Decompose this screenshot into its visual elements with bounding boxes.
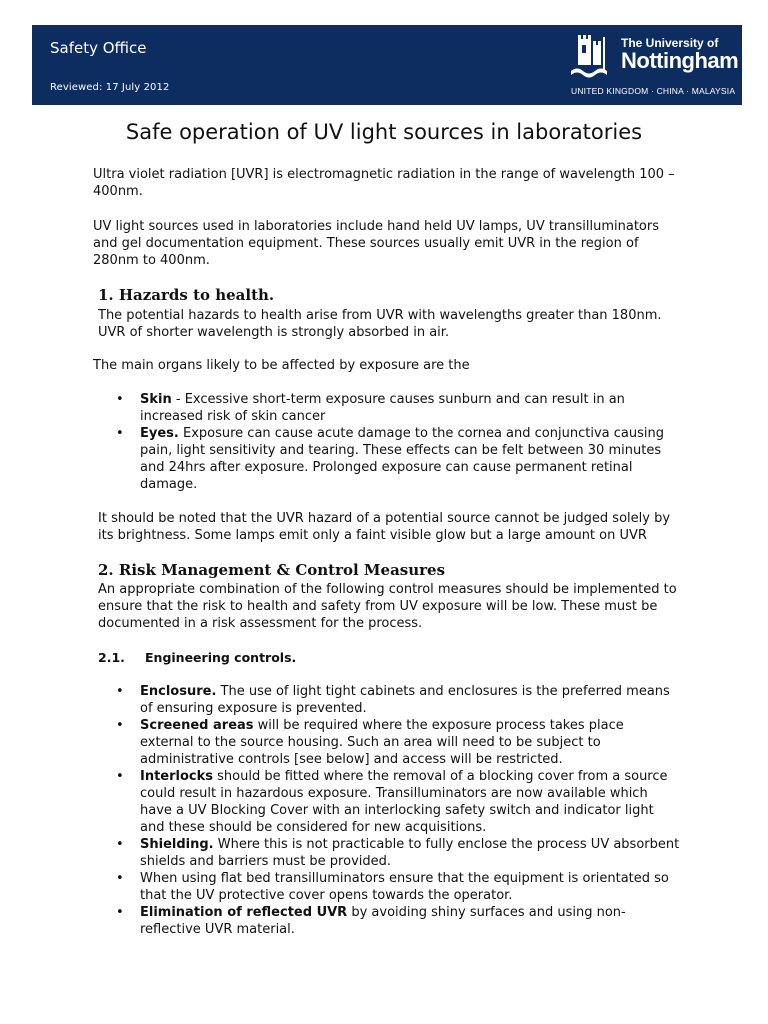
logo-university-of: The University of [621,36,719,50]
engineering-controls-list [116,683,680,938]
header-banner [32,25,742,105]
list-item [116,904,680,938]
list-item-bold: Skin [140,392,172,407]
office-name: Safety Office [50,39,147,57]
hazard-list [116,391,665,493]
bullet-dot-icon: • [116,837,124,852]
list-item-bold: Screened areas [140,718,254,733]
list-item-bold: Shielding. [140,837,214,852]
bullet-dot-icon: • [116,426,124,441]
section-1-paragraph-2: The main organs likely to be affected by exposure are the [93,358,470,373]
list-item [116,425,665,493]
logo-campuses: UNITED KINGDOM · CHINA · MALAYSIA [571,86,736,96]
bullet-dot-icon: • [116,871,124,886]
reviewed-date: Reviewed: 17 July 2012 [50,82,170,93]
list-item [116,717,680,768]
list-item-bold: Elimination of reflected UVR [140,905,348,920]
castle-tower-icon [569,31,615,79]
bullet-dot-icon: • [116,905,124,920]
section-1-paragraph-3: It should be noted that the UVR hazard of a potential source cannot be judged solely by its brightness. Some lamps emit only a faint visible glow but a large amount on UVR [98,511,671,543]
bullet-dot-icon: • [116,392,124,407]
section-1-heading: 1. Hazards to health. [98,286,275,304]
section-1-paragraph-1: The potential hazards to health arise from UVR with wavelengths greater than 180nm. UVR of shorter wavelength is strongly absorbed in air. [98,308,662,340]
intro-paragraph-2: UV light sources used in laboratories include hand held UV lamps, UV transilluminators and gel documentation equipment. These sources usually emit UVR in the region of 280nm to 400nm. [93,219,659,268]
list-item [116,870,680,904]
section-2-paragraph-1: An appropriate combination of the following control measures should be implemented to ensure that the risk to health and safety from UV exposure will be low. These must be documented in a risk assessment for the process. [98,582,677,631]
list-item [116,683,680,717]
logo-nottingham: Nottingham [621,48,739,73]
list-item-bold: Interlocks [140,769,214,784]
list-item-text: The use of light tight cabinets and enclosures is the preferred means of ensuring exposure is prevented. [140,684,670,716]
list-item-bold: Enclosure. [140,684,217,699]
list-item-text: When using flat bed transilluminators ensure that the equipment is orientated so that the UV protective cover opens towards the operator. [140,871,669,903]
list-item [116,768,680,836]
list-item-text: Exposure can cause acute damage to the cornea and conjunctiva causing pain, light sensitivity and tearing. These effects can be felt between 30 minutes and 24hrs after exposure. Prolonged exposure can cause permanent retinal damage. [140,426,664,492]
bullet-dot-icon: • [116,718,124,733]
page-title: Safe operation of UV light sources in laboratories [125,120,643,144]
list-item-text: will be required where the exposure process takes place external to the source housing. Such an area will need to be subject to administrative controls [see below] and access will be restricted. [140,718,624,767]
bullet-dot-icon: • [116,684,124,699]
bullet-dot-icon: • [116,769,124,784]
list-item [116,836,680,870]
list-item-text: should be fitted where the removal of a blocking cover from a source could result in hazardous exposure. Transilluminators are now available which have a UV Blocking Cover with an interlocking safety switch and indicator light and these should be considered for new acquisitions. [140,769,668,835]
list-item [116,391,665,425]
list-item-text: Where this is not practicable to fully enclose the process UV absorbent shields and barriers must be provided. [140,837,680,869]
intro-paragraph-1: Ultra violet radiation [UVR] is electromagnetic radiation in the range of wavelength 100 – 400nm. [93,167,675,199]
list-item-bold: Eyes. [140,426,179,441]
list-item-text: by avoiding shiny surfaces and using non-reflective UVR material. [140,905,626,937]
subsection-heading: Engineering controls. [145,650,297,665]
section-2-heading: 2. Risk Management & Control Measures [98,561,446,579]
list-item-text: - Excessive short-term exposure causes sunburn and can result in an increased risk of skin cancer [140,392,625,424]
subsection-number: 2.1. [98,650,125,665]
